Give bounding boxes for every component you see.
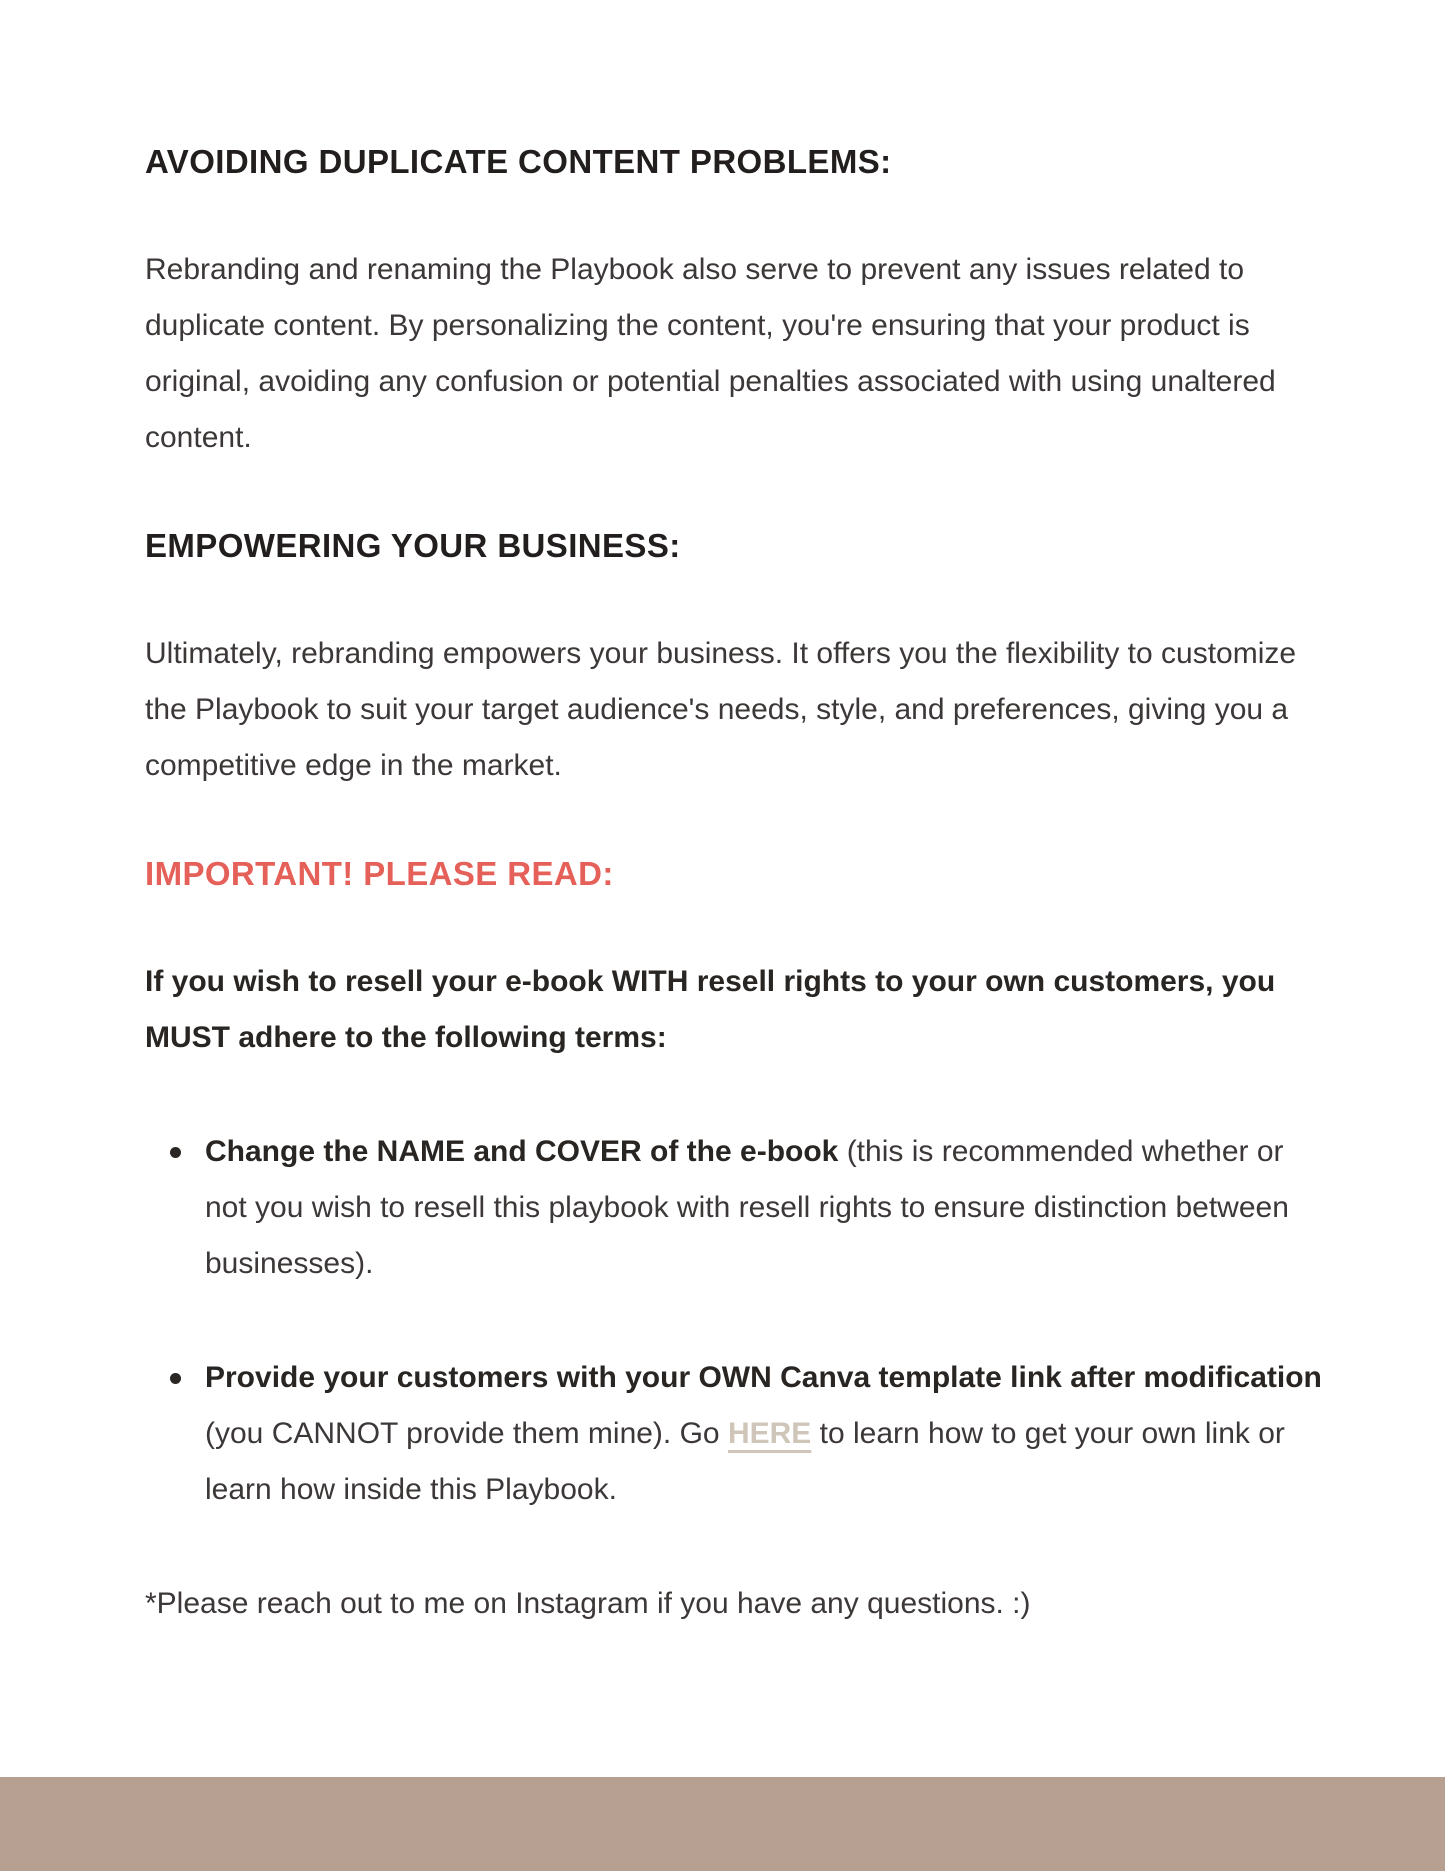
- paragraph-empowering-business: Ultimately, rebranding empowers your business. It offers you the flexibility to customize the Playbook to suit your target audience's needs, style, and preferences, giving you a competitive edge in the market.: [145, 637, 1297, 782]
- paragraph-duplicate-content: Rebranding and renaming the Playbook also serve to prevent any issues related to duplicate content. By personalizing the content, you're ensuring that your product is original, avoiding any confusion or potential penalties associated with using unaltered content.: [145, 253, 1276, 454]
- terms-list: [145, 1124, 1340, 1518]
- terms-item-bold-text: Provide your customers with your OWN Canva template link after modification: [205, 1361, 1322, 1394]
- paragraph-resell-terms-intro: If you wish to resell your e-book WITH resell rights to your own customers, you MUST adhere to the following terms:: [145, 965, 1276, 1054]
- terms-list-item-canva-link: [145, 1350, 1325, 1518]
- terms-item-regular-text: to learn how to get your own link or learn how inside this Playbook.: [205, 1417, 1285, 1506]
- bullet-icon: [170, 1147, 181, 1158]
- terms-item-regular-text: (you CANNOT provide them mine). Go: [205, 1417, 728, 1450]
- terms-item-text: [205, 1350, 1325, 1518]
- bullet-icon: [170, 1373, 181, 1384]
- section-heading-important-read: IMPORTANT! PLEASE READ:: [145, 855, 614, 892]
- terms-item-bold-text: Change the NAME and COVER of the e-book: [205, 1135, 839, 1168]
- terms-item-regular-text: (this is recommended whether or not you wish to resell this playbook with resell rights to ensure distinction between businesses).: [205, 1135, 1289, 1280]
- terms-list-item-name-cover: [145, 1124, 1325, 1292]
- footnote-instagram: *Please reach out to me on Instagram if you have any questions. :): [145, 1587, 1031, 1620]
- section-heading-empowering-business: EMPOWERING YOUR BUSINESS:: [145, 527, 681, 564]
- terms-item-text: [205, 1124, 1325, 1292]
- here-link[interactable]: HERE: [727, 1417, 812, 1450]
- footer-bar: [0, 1777, 1445, 1871]
- section-heading-duplicate-content: AVOIDING DUPLICATE CONTENT PROBLEMS:: [145, 143, 892, 180]
